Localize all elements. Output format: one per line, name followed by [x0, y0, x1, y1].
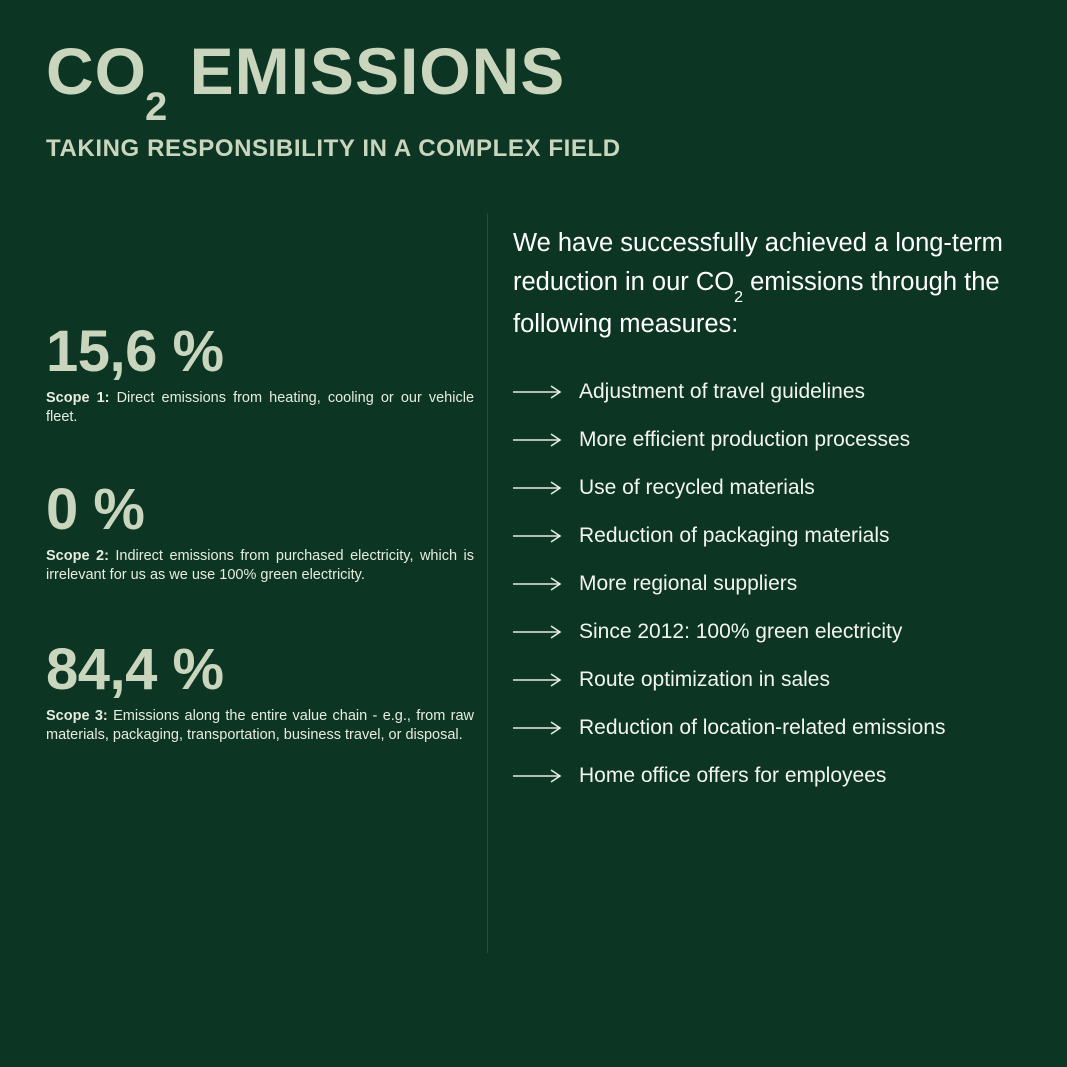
measure-label: Reduction of packaging materials: [579, 523, 890, 547]
scope-description: [46, 389, 474, 428]
page-header: [46, 34, 1006, 163]
measure-label: Route optimization in sales: [579, 667, 830, 691]
column-divider: [487, 213, 488, 953]
arrow-right-icon: [513, 768, 565, 784]
measure-label: Use of recycled materials: [579, 475, 815, 499]
list-item: [513, 570, 1033, 598]
arrow-right-icon: [513, 720, 565, 736]
lead-text-part1: We have successfully achieved a long-term reduction in our CO: [513, 229, 1003, 296]
measures-column: [513, 224, 1033, 790]
title-subscript: 2: [145, 85, 169, 130]
scope-value: 84,4 %: [46, 637, 224, 703]
list-item: [513, 714, 1033, 742]
scope-label: Scope 3:: [46, 707, 108, 724]
page-subtitle: TAKING RESPONSIBILITY IN A COMPLEX FIELD: [46, 135, 621, 163]
scope-block: [46, 319, 486, 428]
scopes-column: [46, 319, 486, 746]
arrow-right-icon: [513, 672, 565, 688]
page-title: [46, 34, 1006, 130]
measure-label: More efficient production processes: [579, 427, 911, 451]
arrow-right-icon: [513, 576, 565, 592]
scope-text: Direct emissions from heating, cooling or our vehicle fleet.: [46, 389, 475, 426]
measure-label: Adjustment of travel guidelines: [579, 379, 865, 403]
list-item: [513, 762, 1033, 790]
scope-label: Scope 1:: [46, 389, 110, 406]
list-item: [513, 666, 1033, 694]
arrow-right-icon: [513, 528, 565, 544]
lead-subscript: 2: [734, 289, 744, 307]
scope-text: Indirect emissions from purchased electricity, which is irrelevant for us as we use 100% green electricity.: [46, 547, 474, 584]
measure-label: Home office offers for employees: [579, 763, 887, 787]
scope-value: 15,6 %: [46, 319, 224, 384]
list-item: [513, 618, 1033, 646]
arrow-right-icon: [513, 384, 565, 400]
list-item: [513, 378, 1033, 406]
list-item: [513, 426, 1033, 454]
arrow-right-icon: [513, 624, 565, 640]
scope-description: [46, 547, 474, 586]
measure-label: Since 2012: 100% green electricity: [579, 619, 903, 643]
scope-block: [46, 477, 486, 586]
list-item: [513, 474, 1033, 502]
measure-label: More regional suppliers: [579, 571, 798, 595]
list-item: [513, 522, 1033, 550]
arrow-right-icon: [513, 432, 565, 448]
scope-description: [46, 707, 474, 746]
arrow-right-icon: [513, 480, 565, 496]
lead-text-part2: emissions through the following measures:: [513, 268, 1000, 338]
measures-list: [513, 378, 1033, 790]
scope-label: Scope 2:: [46, 547, 109, 564]
scope-text: Emissions along the entire value chain - e.g., from raw materials, packaging, transportation, business travel, or disposal.: [46, 707, 475, 744]
scope-block: [46, 637, 486, 746]
measure-label: Reduction of location-related emissions: [579, 715, 946, 739]
scope-value: 0 %: [46, 477, 145, 543]
lead-paragraph: [513, 224, 1033, 344]
title-main: CO: [46, 34, 147, 108]
title-rest: EMISSIONS: [170, 34, 566, 108]
